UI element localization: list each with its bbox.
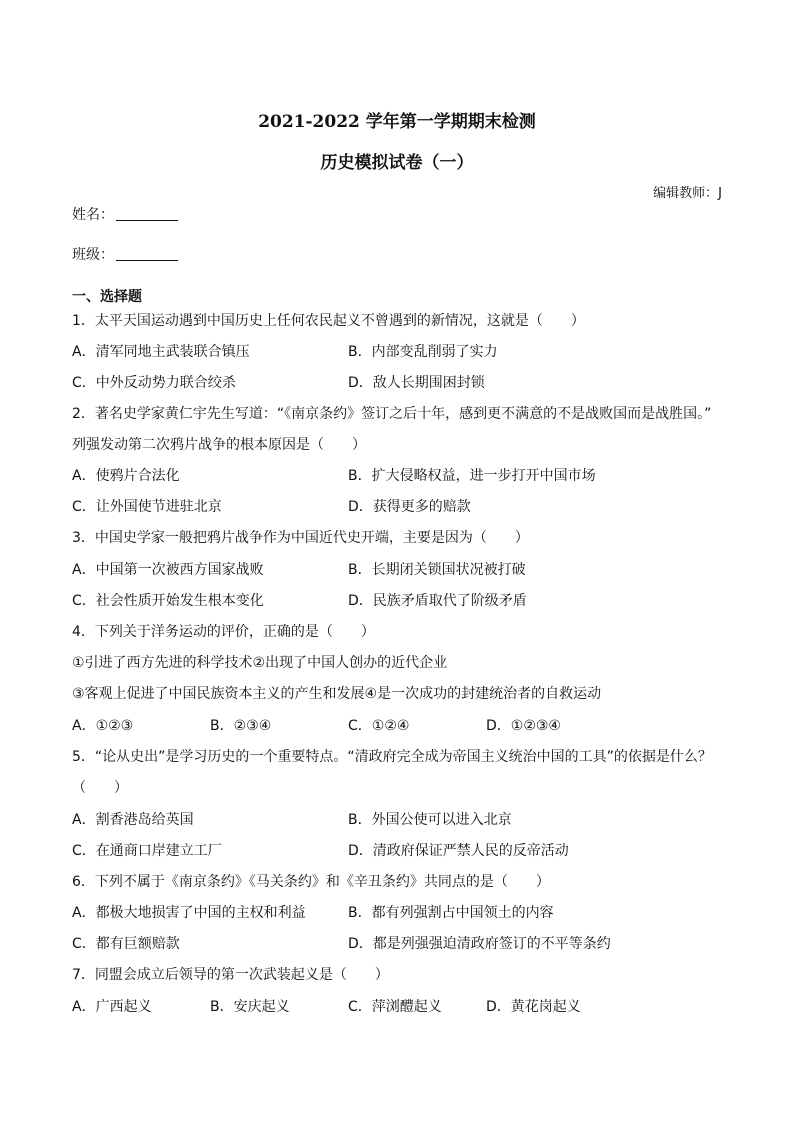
option: B．外国公使可以进入北京 — [348, 812, 512, 828]
option: D．①②③④ — [486, 718, 561, 734]
section-heading: 一、选择题 — [72, 289, 142, 305]
option: D．都是列强强迫清政府签订的不平等条约 — [348, 936, 611, 952]
option: D．敌人长期围困封锁 — [348, 375, 485, 391]
editor-credit: 编辑教师：J — [653, 186, 722, 201]
option: D．民族矛盾取代了阶级矛盾 — [348, 593, 527, 609]
question-stem: 2．著名史学家黄仁宇先生写道：“《南京条约》签订之后十年，感到更不满意的不是战败国而是战胜国。” — [72, 406, 712, 422]
question-stem: 1．太平天国运动遇到中国历史上任何农民起义不曾遇到的新情况，这就是（ ） — [72, 313, 585, 329]
option: A．割香港岛给英国 — [72, 812, 194, 828]
option: A．都极大地损害了中国的主权和利益 — [72, 905, 306, 921]
question-stem: 4．下列关于洋务运动的评价，正确的是（ ） — [72, 624, 375, 640]
class-field — [72, 244, 178, 264]
option: C．在通商口岸建立工厂 — [72, 843, 222, 859]
option: D．黄花岗起义 — [486, 999, 581, 1015]
question-stem: ③客观上促进了中国民族资本主义的产生和发展④是一次成功的封建统治者的自救运动 — [72, 686, 602, 702]
question-stem: 列强发动第二次鸦片战争的根本原因是（ ） — [72, 437, 366, 453]
option: B．内部变乱削弱了实力 — [348, 344, 498, 360]
name-blank[interactable] — [116, 206, 178, 221]
question-stem: 5．“论从史出”是学习历史的一个重要特点。“清政府完全成为帝国主义统治中国的工具”的依据是什么？ — [72, 749, 712, 765]
question-stem: ①引进了西方先进的科学技术②出现了中国人创办的近代企业 — [72, 655, 448, 671]
option: B．都有列强割占中国领土的内容 — [348, 905, 554, 921]
option: A．中国第一次被西方国家战败 — [72, 562, 264, 578]
question-stem: 3．中国史学家一般把鸦片战争作为中国近代史开端，主要是因为（ ） — [72, 530, 529, 546]
question-stem: （ ） — [72, 780, 128, 796]
option: C．社会性质开始发生根本变化 — [72, 593, 264, 609]
option: B．长期闭关锁国状况被打破 — [348, 562, 526, 578]
option: C．中外反动势力联合绞杀 — [72, 375, 236, 391]
option: C．萍浏醴起义 — [348, 999, 442, 1015]
name-label: 姓名： — [72, 207, 114, 223]
exam-title: 2021-2022 学年第一学期期末检测 — [258, 112, 536, 132]
option: C．让外国使节进驻北京 — [72, 499, 222, 515]
option: C．都有巨额赔款 — [72, 936, 180, 952]
option: B．②③④ — [210, 718, 272, 734]
option: B．安庆起义 — [210, 999, 290, 1015]
question-stem: 7．同盟会成立后领导的第一次武装起义是（ ） — [72, 967, 389, 983]
option: A．①②③ — [72, 718, 134, 734]
option: A．广西起义 — [72, 999, 152, 1015]
class-blank[interactable] — [116, 246, 178, 261]
option: A．使鸦片合法化 — [72, 468, 180, 484]
class-label: 班级： — [72, 247, 114, 263]
option: C．①②④ — [348, 718, 410, 734]
option: D．获得更多的赔款 — [348, 499, 471, 515]
option: D．清政府保证严禁人民的反帝活动 — [348, 843, 569, 859]
option: A．清军同地主武装联合镇压 — [72, 344, 250, 360]
exam-subtitle: 历史模拟试卷（一） — [320, 153, 474, 173]
question-stem: 6．下列不属于《南京条约》《马关条约》和《辛丑条约》共同点的是（ ） — [72, 874, 550, 890]
name-field — [72, 204, 178, 224]
option: B．扩大侵略权益，进一步打开中国市场 — [348, 468, 596, 484]
